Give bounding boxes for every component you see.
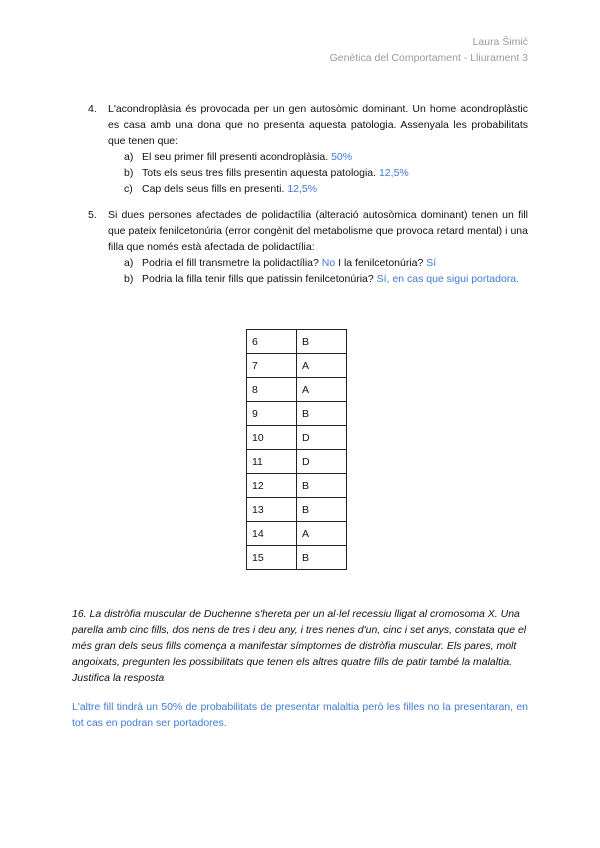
table-cell-number: 13 [247, 498, 297, 522]
item-text: Tots els seus tres fills presentin aquesta patologia. [142, 167, 377, 179]
item-answer: No [321, 257, 336, 269]
question-5-text: Si dues persones afectades de polidactília (alteració autosòmica dominant) tenen un fill que pateix fenilcetonúria (error congènit del metabolisme que provoca retard mental) i una filla que només està afectada de polidactília: [108, 209, 528, 253]
header-author: Laura Šimić [472, 36, 528, 48]
header-subtitle: Genètica del Comportament - Lliurament 3 [329, 52, 528, 64]
table-cell-answer: A [297, 522, 347, 546]
table-cell-number: 11 [247, 450, 297, 474]
question-4-item-a [124, 149, 528, 165]
question-5-item-b [124, 271, 528, 287]
table-cell-number: 6 [247, 330, 297, 354]
item-text-2: I la fenilcetonúria? [338, 257, 424, 269]
table-row [247, 450, 347, 474]
item-text: Cap dels seus fills en presenti. [142, 183, 285, 195]
table-cell-number: 9 [247, 402, 297, 426]
table-cell-answer: B [297, 498, 347, 522]
question-5-number: 5. [88, 209, 97, 221]
table-row [247, 426, 347, 450]
table-cell-number: 12 [247, 474, 297, 498]
table-cell-answer: A [297, 354, 347, 378]
table-row [247, 522, 347, 546]
item-answer: 12,5% [287, 183, 318, 195]
question-4-item-b [124, 165, 528, 181]
table-cell-number: 8 [247, 378, 297, 402]
question-4-text: L'acondroplàsia és provocada per un gen autosòmic dominant. Un home acondroplàstic es casa amb una dona que no presenta aquesta patologia. Assenyala les probabilitats que tenen que: [108, 103, 528, 147]
table-cell-number: 15 [247, 546, 297, 570]
item-letter: b) [124, 167, 134, 179]
question-4 [88, 101, 528, 197]
table-cell-answer: D [297, 426, 347, 450]
question-5-item-a [124, 255, 528, 271]
table-cell-answer: A [297, 378, 347, 402]
table-row [247, 402, 347, 426]
question-4-number: 4. [88, 103, 97, 115]
table-row [247, 546, 347, 570]
table-cell-number: 7 [247, 354, 297, 378]
table-cell-answer: B [297, 546, 347, 570]
page-header [330, 34, 528, 66]
item-answer-2: Sí [426, 257, 437, 269]
table-row [247, 354, 347, 378]
table-cell-number: 10 [247, 426, 297, 450]
item-letter: c) [124, 183, 133, 195]
table-cell-answer: B [297, 330, 347, 354]
answer-table-body [247, 330, 347, 570]
item-letter: b) [124, 273, 134, 285]
question-4-item-c [124, 181, 528, 197]
table-row [247, 474, 347, 498]
item-answer: 12,5% [378, 167, 409, 179]
table-row [247, 378, 347, 402]
answer-table [246, 329, 347, 570]
question-16-answer: L'altre fill tindrà un 50% de probabilitats de presentar malaltia però les filles no la presentaran, en tot cas en podran ser portadores. [72, 701, 528, 729]
table-row [247, 498, 347, 522]
table-row [247, 330, 347, 354]
table-cell-answer: B [297, 402, 347, 426]
item-text: Podria la filla tenir fills que patissin fenilcetonúria? [142, 273, 374, 285]
item-letter: a) [124, 257, 134, 269]
item-text: Podria el fill transmetre la polidactília? [142, 257, 319, 269]
item-answer: 50% [331, 151, 353, 163]
table-cell-number: 14 [247, 522, 297, 546]
table-cell-answer: B [297, 474, 347, 498]
question-16-text: 16. La distròfia muscular de Duchenne s'hereta per un al·lel recessiu lligat al cromosoma X. Una parella amb cinc fills, dos nens de tres i deu any, i tres nenes d'un, cinc i set anys, constata que el més gran dels seus fills comença a manifestar símptomes de distròfia muscular. Els pares, molt angoixats, pregunten les possibilitats que tenen els altres quatre fills de patir també la malaltia. Justifica la resposta [72, 608, 527, 684]
item-text: El seu primer fill presenti acondroplàsia. [142, 151, 329, 163]
item-answer: Sí, en cas que sigui portadora. [376, 273, 520, 285]
question-5 [88, 207, 528, 287]
table-cell-answer: D [297, 450, 347, 474]
item-letter: a) [124, 151, 134, 163]
